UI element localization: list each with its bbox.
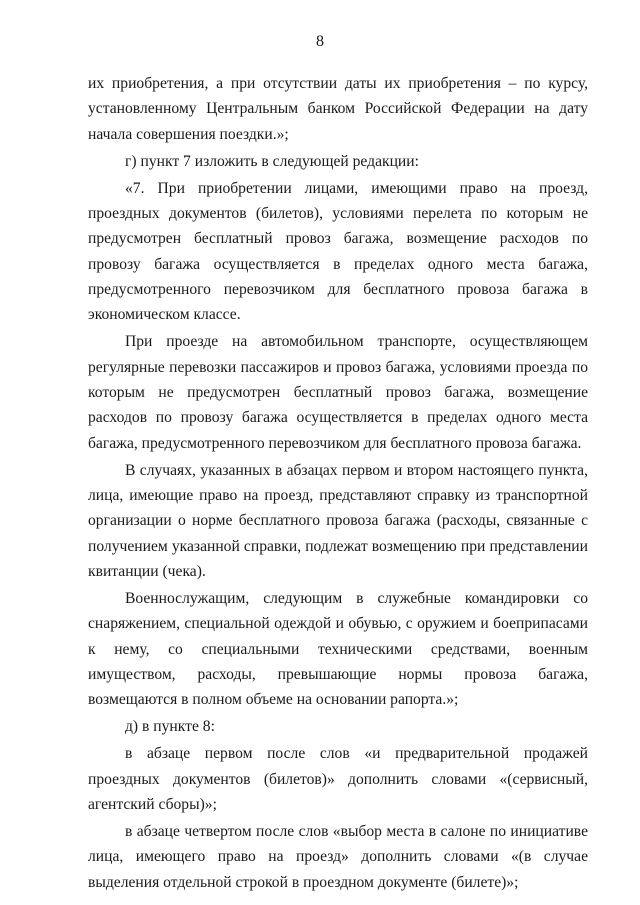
paragraph-point-7: «7. При приобретении лицами, имеющими право на проезд, проездных документов (билетов), условиями перелета по которым не предусмотрен бесплатный провоз багажа, возмещение расходов по провозу багажа осуществляется в пределах одного места багажа, предусмотренного перевозчиком для бесплатного провоза багажа в экономическом классе. xyxy=(88,179,588,324)
paragraph-item-d: д) в пункте 8: xyxy=(125,718,215,736)
paragraph-continuation: их приобретения, а при отсутствии даты их приобретения – по курсу, установленному Центральным банком Российской Федерации на дату начала совершения поездки.»; xyxy=(88,75,588,143)
paragraph-military: Военнослужащим, следующим в служебные командировки со снаряжением, специальной одеждой и обувью, с оружием и боеприпасами к нему, со специальными техническими средствами, военным имуществом, расходы, превышающие нормы провоза багажа, возмещаются в полном объеме на основании рапорта.»; xyxy=(88,589,588,709)
paragraph-item-g: г) пункт 7 изложить в следующей редакции: xyxy=(125,152,419,170)
paragraph-certificate: В случаях, указанных в абзацах первом и втором настоящего пункта, лица, имеющие право на проезд, представляют справку из транспортной организации о норме бесплатного провоза багажа (расходы, связанные с получением указанной справки, подлежат возмещению при представлении квитанции (чека). xyxy=(88,461,588,580)
paragraph-road-transport: При проезде на автомобильном транспорте, осуществляющем регулярные перевозки пассажиров и провоз багажа, условиями проезда по которым не предусмотрен бесплатный провоз багажа, возмещение расходов по провозу багажа осуществляется в пределах одного места багажа, предусмотренного перевозчиком для бесплатного провоза багажа. xyxy=(88,333,588,452)
page-number: 8 xyxy=(316,33,324,50)
document-body xyxy=(88,71,588,895)
paragraph-fourth-abzac: в абзаце четвертом после слов «выбор места в салоне по инициативе лица, имеющего право на проезд» дополнить словами «(в случае выделения отдельной строкой в проездном документе (билете)»; xyxy=(88,822,588,891)
paragraph-first-abzac: в абзаце первом после слов «и предварительной продажей проездных документов (билетов)» дополнить словами «(сервисный, агентский сборы)»; xyxy=(88,745,588,813)
